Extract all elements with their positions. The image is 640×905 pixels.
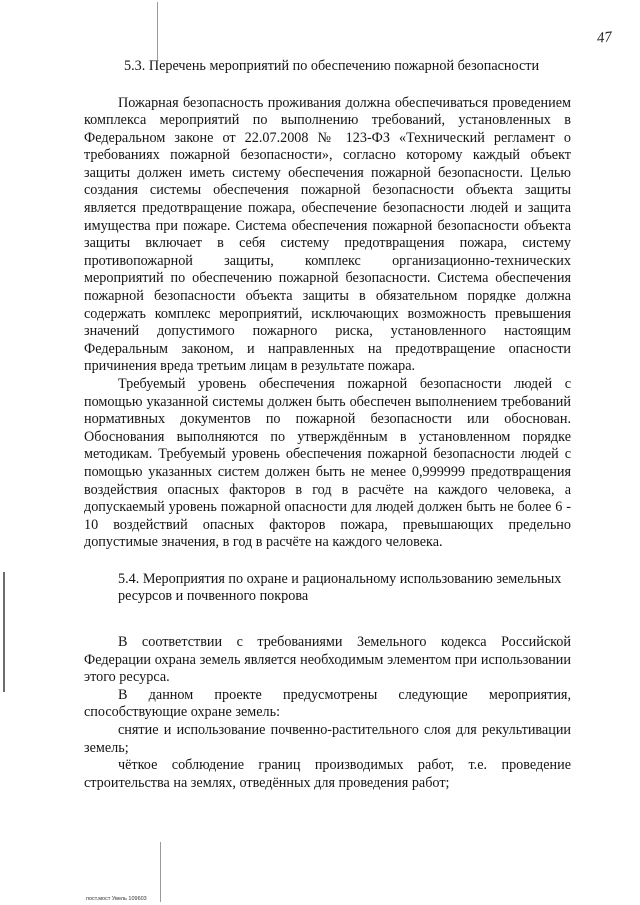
document-body (84, 58, 571, 792)
list-item-boundaries: чёткое соблюдение границ производимых работ, т.е. проведение строительства на землях, отведённых для проведения работ; (84, 757, 571, 791)
paragraph-land-code: В соответствии с требованиями Земельного кодекса Российской Федерации охрана земель является необходимым элементом при использовании этого ресурса. (84, 633, 571, 686)
paragraph-fire-safety-system: Пожарная безопасность проживания должна обеспечиваться проведением комплекса мероприятий по выполнению требований, установленных в Федеральном законе от 22.07.2008 № 123-ФЗ «Технический регламент о требованиях пожарной безопасности», согласно которому каждый объект защиты должен иметь систему обеспечения пожарной безопасности. Целью создания системы обеспечения пожарной безопасности объекта защиты является предотвращение пожара, обеспечение безопасности людей и защита имущества при пожаре. Система обеспечения пожарной безопасности объекта защиты включает в себя систему предотвращения пожара, систему противопожарной защиты, комплекс организационно-технических мероприятий по обеспечению пожарной безопасности. Система обеспечения пожарной безопасности объекта защиты в обязательном порядке должна содержать комплекс мероприятий, исключающих возможность превышения значений допустимого пожарного риска, установленного настоящим Федеральным законом, и направленных на предотвращение опасности причинения вреда третьим лицам в результате пожара. (84, 94, 571, 375)
list-item-topsoil: снятие и использование почвенно-растительного слоя для рекультивации земель; (84, 721, 571, 756)
section-heading-5-4 (84, 571, 571, 589)
section-heading-5-4-line2: ресурсов и почвенного покрова (118, 588, 309, 605)
section-heading-5-4-line1: 5.4. Мероприятия по охране и рациональному использованию земельных (118, 570, 562, 587)
footer-stamp: пост.мост Увель 109603 (86, 896, 147, 902)
scan-mark-bottom (160, 842, 161, 902)
scan-mark-top (157, 2, 158, 60)
paragraph-fire-safety-level: Требуемый уровень обеспечения пожарной безопасности людей с помощью указанной системы должен быть обеспечен выполнением требований нормативных документов по пожарной безопасности или обоснован. Обоснования выполняются по утверждённым в установленном порядке методикам. Требуемый уровень обеспечения пожарной безопасности людей с помощью указанных систем должен быть не менее 0,999999 предотвращения воздействия опасных факторов в год в расчёте на каждого человека, а допускаемый уровень пожарной опасности для людей должен быть не более 6 - 10 воздействий опасных факторов пожара, превышающих предельно допустимые значения, в год в расчёте на каждого человека. (84, 376, 571, 551)
scan-mark-left (3, 572, 5, 692)
section-heading-5-3: 5.3. Перечень мероприятий по обеспечению пожарной безопасности (124, 58, 540, 74)
paragraph-measures-intro: В данном проекте предусмотрены следующие мероприятия, способствующие охране земель: (84, 686, 571, 721)
page-number: 47 (596, 29, 613, 47)
